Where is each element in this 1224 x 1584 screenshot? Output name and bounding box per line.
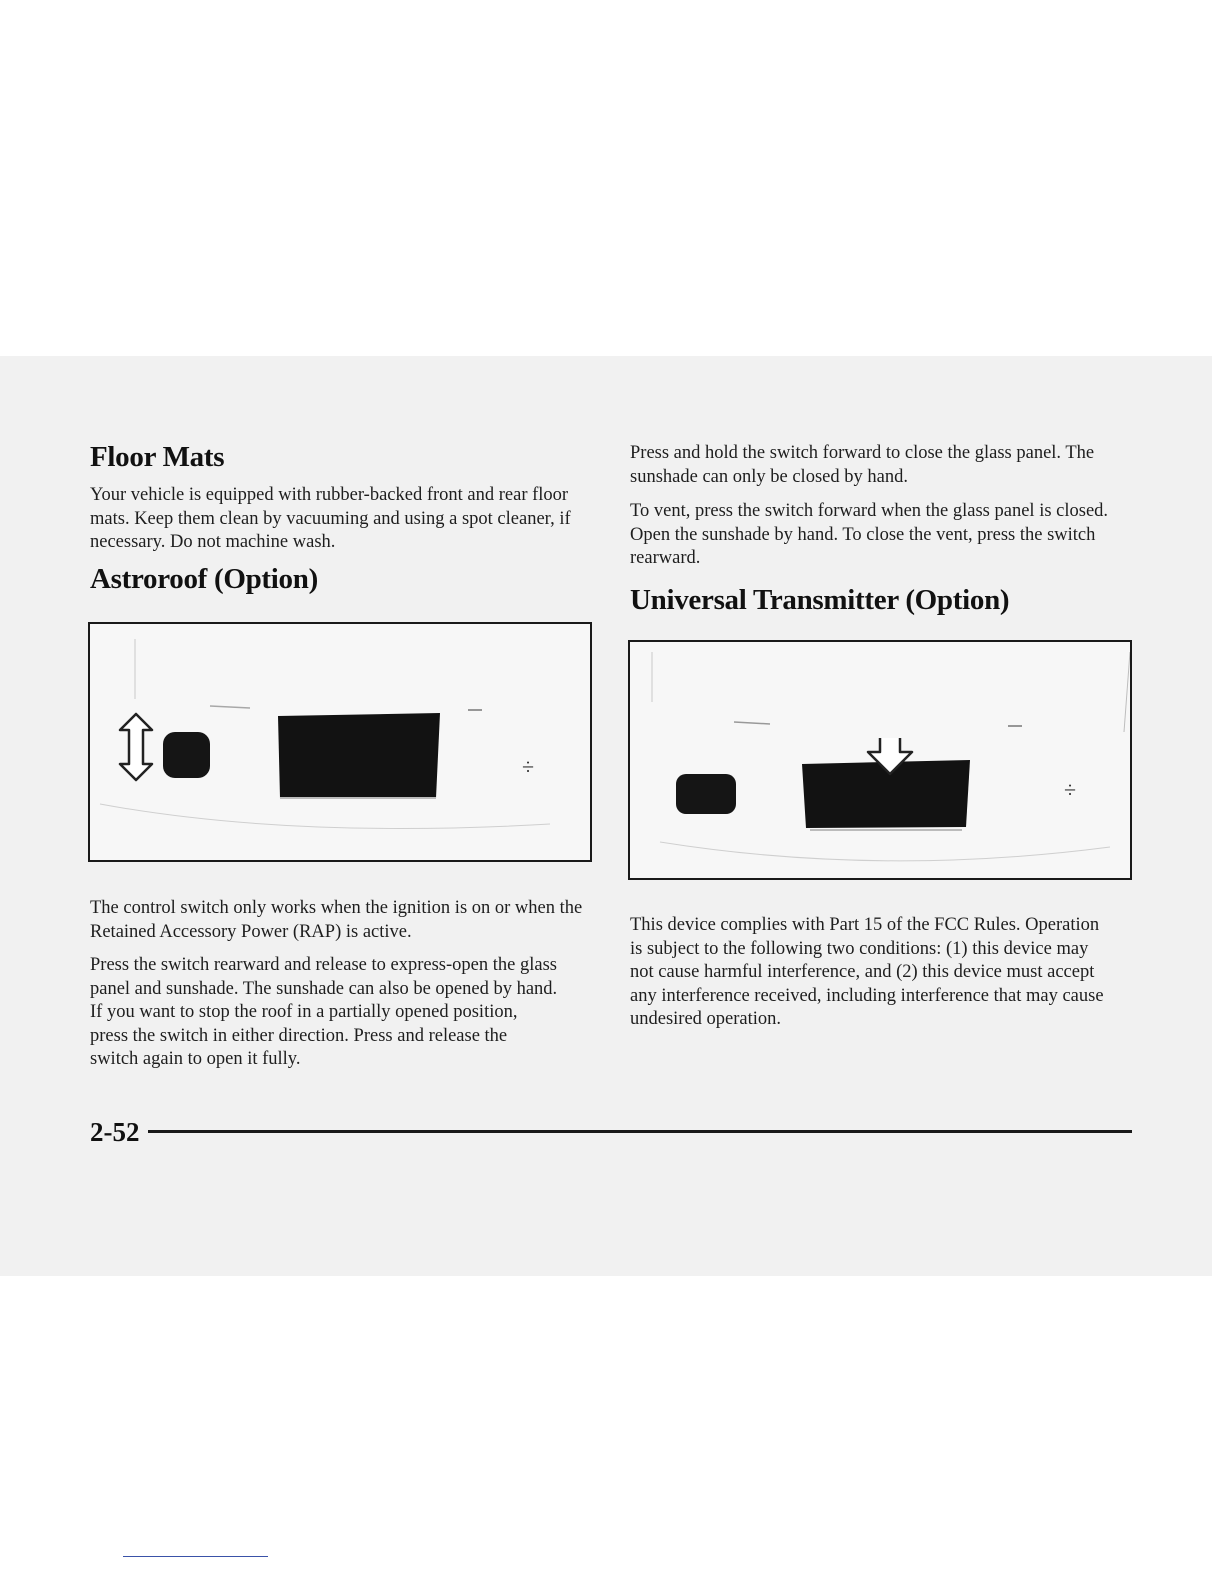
astroroof-heading: Astroroof (Option) (90, 562, 318, 595)
figure-symbol: ÷ (521, 754, 535, 779)
floor-mats-body: Your vehicle is equipped with rubber-backed front and rear floor mats. Keep them clean by vacuuming and using a spot cleaner, if necessary. Do not machine wash. (90, 485, 571, 552)
display-panel (278, 713, 440, 798)
right-column (630, 442, 1135, 617)
astroroof-figure (88, 622, 592, 862)
astroroof-para-2: Press the switch rearward and release to express-open the glass panel and sunshade. The sunshade can also be opened by hand. If you want to stop the roof in a partially opened position, press the switch in either direction. Press and release the switch again to open it fully. (90, 955, 558, 1069)
bottom-rule (123, 1556, 268, 1557)
astroroof-text-block (90, 897, 595, 1072)
fcc-compliance-body: This device complies with Part 15 of the FCC Rules. Operation is subject to the following two conditions: (1) this device may not cause harmful interference, and (2) this device must accept any interference received, including interference that may cause undesired operation. (630, 915, 1104, 1029)
double-arrow-icon (120, 714, 152, 780)
footer-rule (148, 1130, 1132, 1133)
fcc-text-block (630, 914, 1130, 1032)
astroroof-cont-para-1: Press and hold the switch forward to close the glass panel. The sunshade can only be closed by hand. (630, 443, 1095, 487)
left-column (90, 440, 595, 596)
astroroof-cont-para-2: To vent, press the switch forward when the glass panel is closed. Open the sunshade by hand. To close the vent, press the switch rearward. (630, 501, 1109, 568)
floor-mats-heading: Floor Mats (90, 441, 225, 473)
transmitter-illustration (630, 642, 1132, 880)
figure-symbol: ÷ (1063, 777, 1077, 802)
astroroof-para-1: The control switch only works when the ignition is on or when the Retained Accessory Power (RAP) is active. (90, 898, 583, 942)
switch-button-icon (163, 732, 210, 778)
page-number: 2-52 (90, 1117, 140, 1147)
astroroof-illustration (90, 624, 592, 862)
universal-transmitter-heading: Universal Transmitter (Option) (630, 583, 1010, 616)
switch-button-icon (676, 774, 736, 814)
universal-transmitter-figure (628, 640, 1132, 880)
